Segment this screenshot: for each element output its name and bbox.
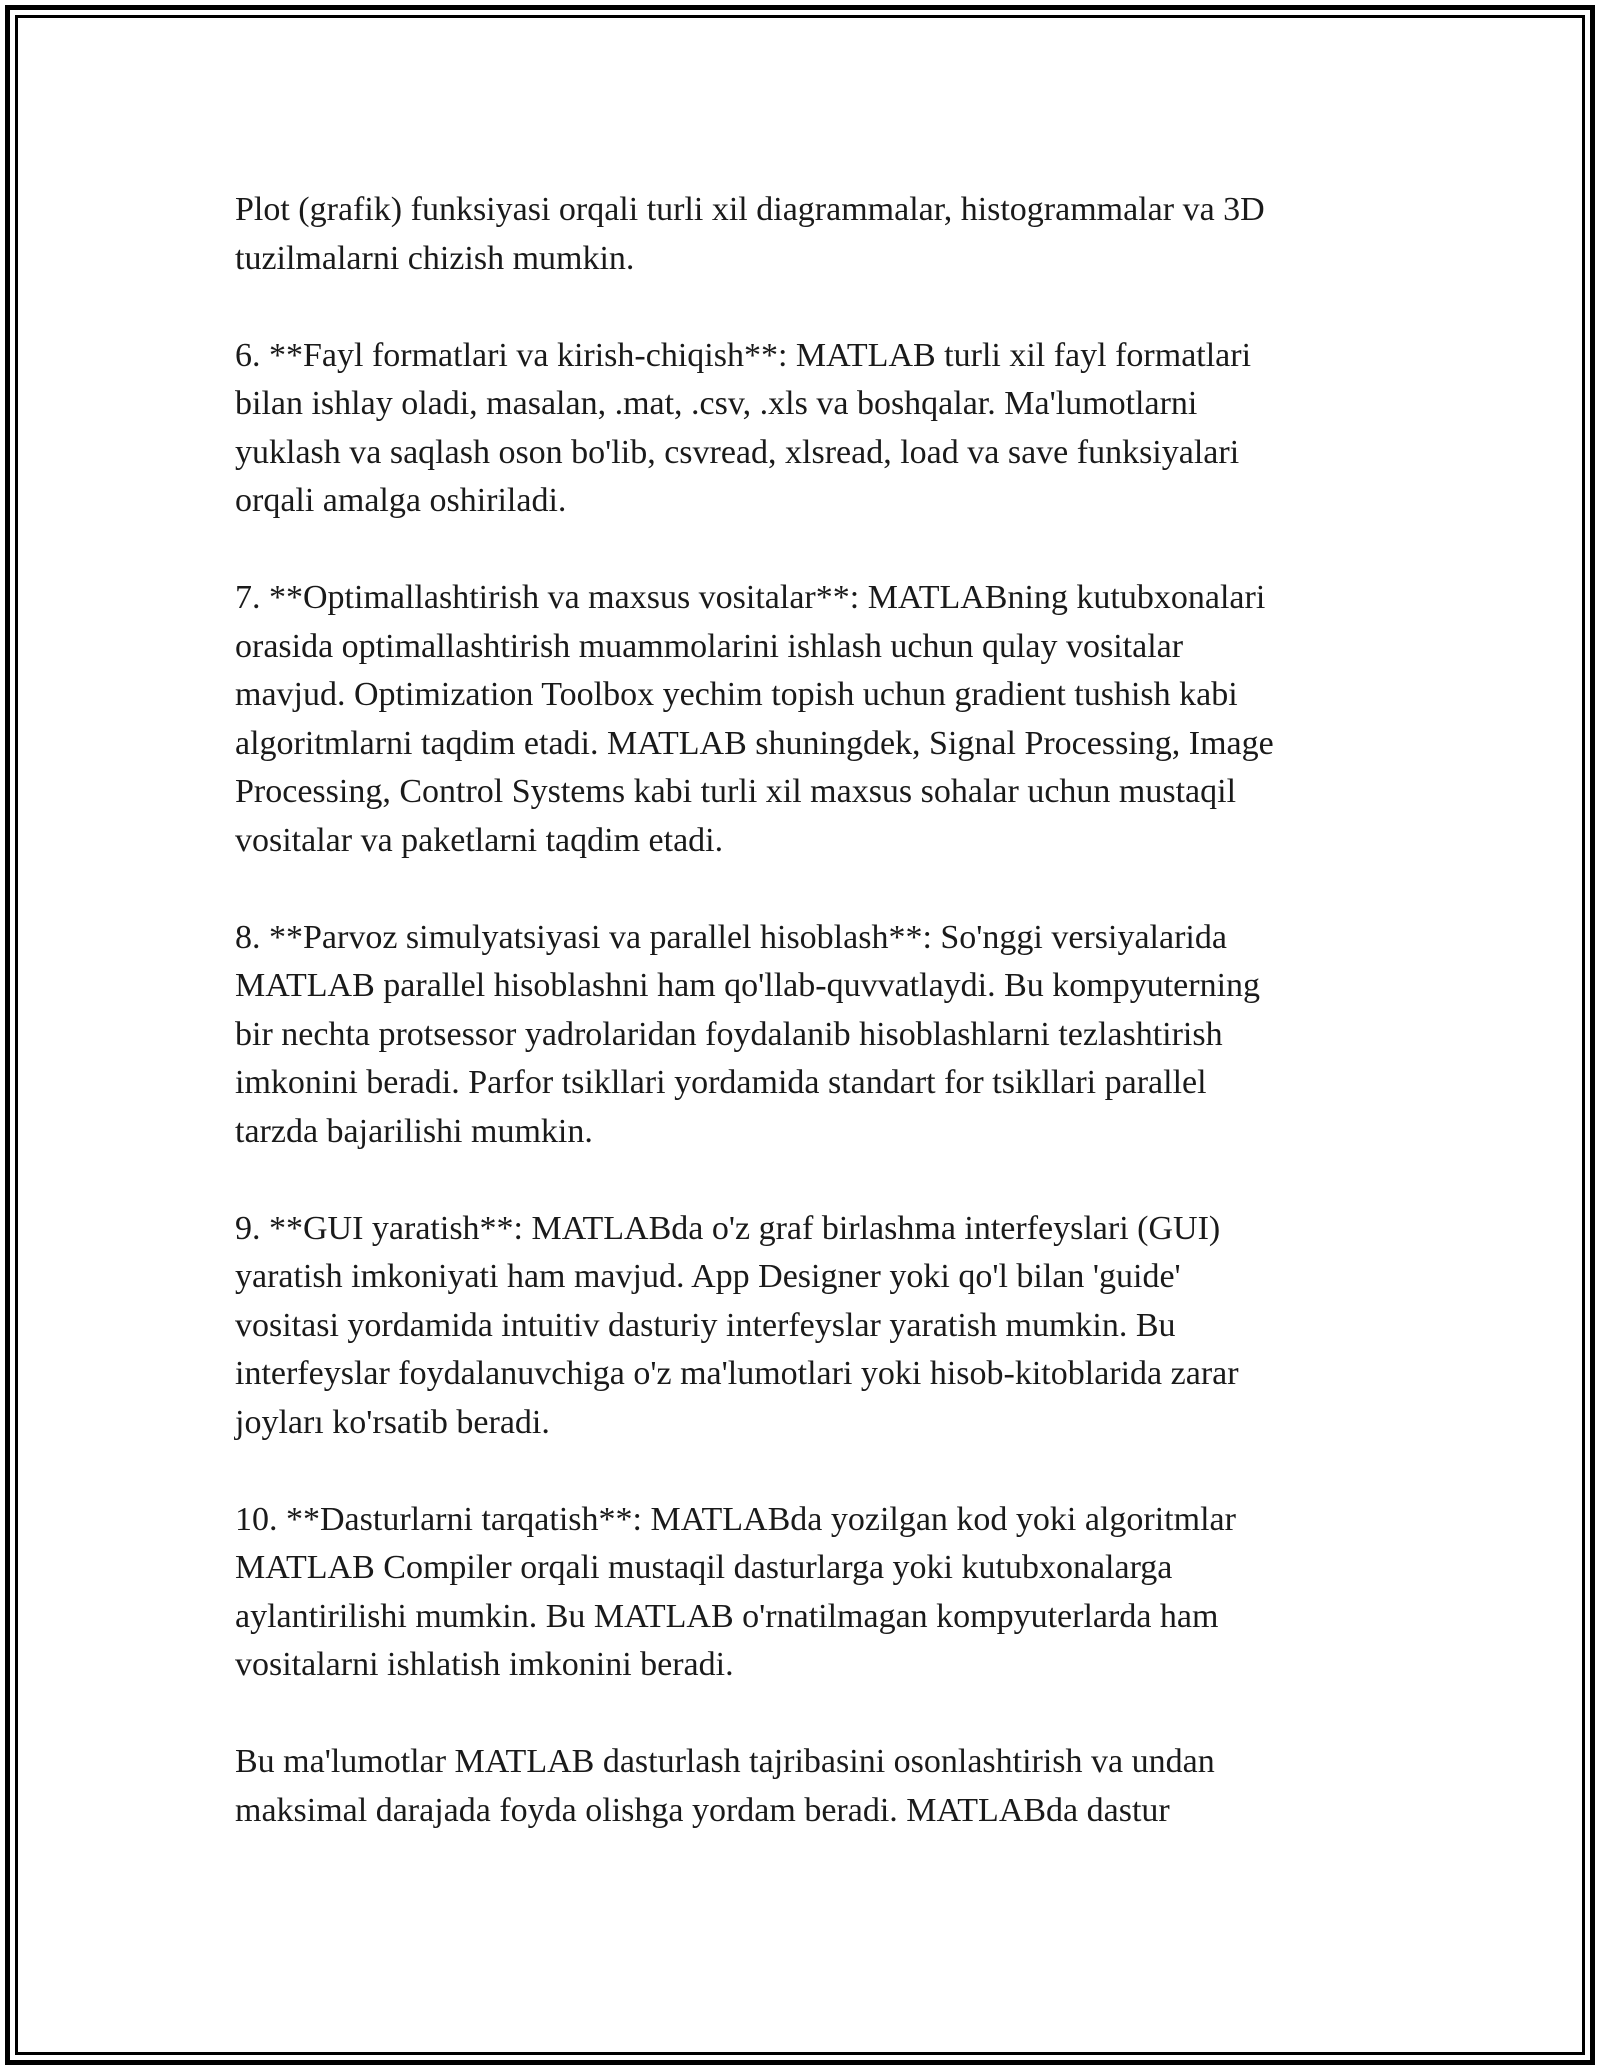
- text-line: 9. **GUI yaratish**: MATLABda o'z graf birlashma interfeyslari (GUI): [235, 1209, 1221, 1247]
- text-line: Processing, Control Systems kabi turli xil maxsus sohalar uchun mustaqil: [235, 773, 1237, 810]
- paragraph: [235, 914, 1385, 1157]
- text-line: vositasi yordamida intuitiv dasturiy interfeyslar yaratish mumkin. Bu: [235, 1306, 1176, 1344]
- text-line: vositalarni ishlatish imkonini beradi.: [235, 1646, 734, 1683]
- paragraph: [235, 186, 1385, 283]
- paragraph: [235, 332, 1385, 526]
- text-line: 8. **Parvoz simulyatsiyasi va parallel hisoblash**: So'nggi versiyalarida: [235, 918, 1227, 956]
- paragraph: [235, 1738, 1385, 1835]
- text-line: bir nechta protsessor yadrolaridan foydalanib hisoblashlarni tezlashtirish: [235, 1015, 1223, 1053]
- text-line: MATLAB Compiler orqali mustaqil dasturlarga yoki kutubxonalarga: [235, 1549, 1173, 1586]
- text-line: maksimal darajada foyda olishga yordam beradi. MATLABda dastur: [235, 1791, 1170, 1829]
- text-line: yuklash va saqlash oson bo'lib, csvread, xlsread, load va save funksiyalari: [235, 433, 1240, 471]
- text-line: algoritmlarni taqdim etadi. MATLAB shuningdek, Signal Processing, Image: [235, 724, 1274, 762]
- text-line: joyları ko'rsatib beradi.: [235, 1403, 550, 1441]
- text-line: Plot (grafik) funksiyasi orqali turli xil diagrammalar, histogrammalar va 3D: [235, 191, 1265, 228]
- text-line: tarzda bajarilishi mumkin.: [235, 1112, 593, 1150]
- text-line: orqali amalga oshiriladi.: [235, 482, 567, 519]
- text-line: MATLAB parallel hisoblashni ham qo'llab-quvvatlaydi. Bu kompyuterning: [235, 967, 1261, 1004]
- paragraph: [235, 1205, 1385, 1448]
- text-line: tuzilmalarni chizish mumkin.: [235, 239, 635, 277]
- text-line: bilan ishlay oladi, masalan, .mat, .csv, .xls va boshqalar. Ma'lumotlarni: [235, 385, 1198, 422]
- text-line: aylantirilishi mumkin. Bu MATLAB o'rnatilmagan kompyuterlarda ham: [235, 1597, 1219, 1635]
- text-line: yaratish imkoniyati ham mavjud. App Designer yoki qo'l bilan 'guide': [235, 1258, 1181, 1295]
- text-line: Bu ma'lumotlar MATLAB dasturlash tajribasini osonlashtirish va undan: [235, 1743, 1215, 1780]
- document-body: [235, 186, 1385, 1884]
- text-line: orasida optimallashtirish muammolarini ishlash uchun qulay vositalar: [235, 627, 1184, 665]
- text-line: interfeyslar foydalanuvchiga o'z ma'lumotlari yoki hisob-kitoblarida zarar: [235, 1355, 1239, 1392]
- text-line: 7. **Optimallashtirish va maxsus vositalar**: MATLABning kutubxonalari: [235, 579, 1266, 616]
- text-line: vositalar va paketlarni taqdim etadi.: [235, 821, 724, 859]
- text-line: 6. **Fayl formatlari va kirish-chiqish**: MATLAB turli xil fayl formatlari: [235, 336, 1252, 374]
- paragraph: [235, 1496, 1385, 1690]
- text-line: imkonini beradi. Parfor tsikllari yordamida standart for tsikllari parallel: [235, 1064, 1207, 1101]
- text-line: 10. **Dasturlarni tarqatish**: MATLABda yozilgan kod yoki algoritmlar: [235, 1500, 1236, 1538]
- text-line: mavjud. Optimization Toolbox yechim topish uchun gradient tushish kabi: [235, 676, 1238, 713]
- paragraph: [235, 574, 1385, 865]
